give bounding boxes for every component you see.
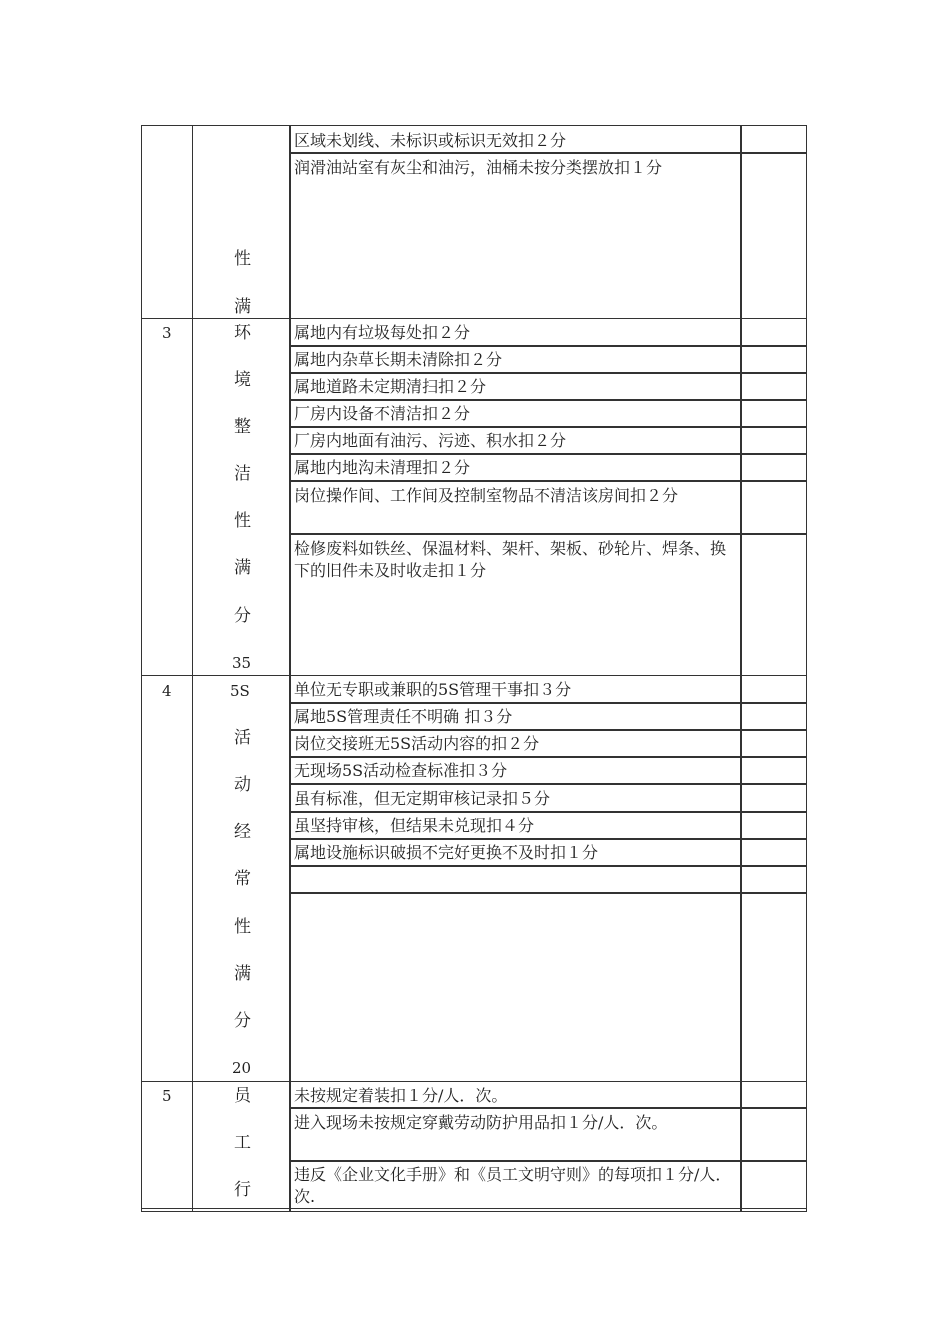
section-number: 3 — [162, 324, 172, 342]
section-separator — [141, 318, 807, 319]
category-char: 性 — [234, 917, 251, 937]
item-text: 检修废料如铁丝、保温材料、架杆、架板、砂轮片、焊条、换下的旧件未及时收走扣１分 — [294, 539, 727, 580]
row-separator — [289, 426, 807, 428]
item-text: 岗位操作间、工作间及控制室物品不清洁该房间扣２分 — [294, 486, 679, 505]
category-char: 整 — [234, 417, 251, 437]
category-char: 行 — [234, 1180, 251, 1200]
item-text: 厂房内设备不清洁扣２分 — [294, 404, 471, 423]
col-divider-number — [192, 125, 193, 1212]
item-text: 区域未划线、未标识或标识无效扣２分 — [294, 131, 567, 150]
row-separator — [289, 756, 807, 758]
category-char: 常 — [234, 869, 251, 889]
table-bottom-double — [141, 1208, 807, 1209]
item-text: 属地道路未定期清扫扣２分 — [294, 377, 487, 396]
row-separator — [289, 345, 807, 347]
section-number: 5 — [162, 1087, 172, 1105]
row-separator — [289, 783, 807, 785]
row-separator — [289, 533, 807, 535]
category-char: 性 — [234, 249, 251, 269]
row-separator — [289, 1160, 807, 1162]
row-separator — [289, 892, 807, 894]
item-text: 属地5S管理责任不明确 扣３分 — [294, 707, 513, 726]
col-divider-category — [289, 125, 291, 1212]
row-separator — [289, 865, 807, 867]
item-text: 虽坚持审核，但结果未兑现扣４分 — [294, 816, 535, 835]
category-char: 活 — [234, 728, 251, 748]
section-separator — [141, 675, 807, 676]
category-char: 工 — [234, 1133, 251, 1153]
section-separator — [141, 1081, 807, 1082]
item-text: 无现场5S活动检查标准扣３分 — [294, 761, 508, 780]
item-text: 属地内地沟未清理扣２分 — [294, 458, 471, 477]
row-separator — [289, 453, 807, 455]
item-text: 属地内杂草长期未清除扣２分 — [294, 350, 503, 369]
row-separator — [289, 729, 807, 731]
category-char: 动 — [234, 775, 251, 795]
item-text: 单位无专职或兼职的5S管理干事扣３分 — [294, 680, 572, 699]
category-char: 分 — [234, 1011, 251, 1031]
row-separator — [289, 811, 807, 813]
row-separator — [289, 1107, 807, 1109]
category-char: 5S — [230, 682, 250, 700]
item-text: 厂房内地面有油污、污迹、积水扣２分 — [294, 431, 567, 450]
item-text: 未按规定着装扣１分/人．次。 — [294, 1086, 508, 1105]
item-text: 岗位交接班无5S活动内容的扣２分 — [294, 734, 540, 753]
item-text: 虽有标准，但无定期审核记录扣５分 — [294, 789, 551, 808]
row-separator — [289, 480, 807, 482]
category-char: 环 — [234, 323, 251, 343]
row-separator — [289, 372, 807, 374]
item-text: 进入现场未按规定穿戴劳动防护用品扣１分/人．次。 — [294, 1113, 668, 1132]
item-text: 润滑油站室有灰尘和油污，油桶未按分类摆放扣１分 — [294, 158, 663, 177]
category-char: 经 — [234, 822, 251, 842]
item-text: 违反《企业文化手册》和《员工文明守则》的每项扣１分/人．次. — [294, 1165, 732, 1206]
category-char: 员 — [234, 1086, 251, 1106]
row-separator — [289, 702, 807, 704]
category-char: 满 — [234, 297, 251, 317]
section-number: 4 — [162, 682, 172, 700]
category-char: 分 — [234, 606, 251, 626]
row-separator — [289, 152, 807, 154]
category-char: 洁 — [234, 464, 251, 484]
row-separator — [289, 838, 807, 840]
category-score: 20 — [232, 1059, 252, 1077]
item-text: 属地设施标识破损不完好更换不及时扣１分 — [294, 843, 599, 862]
category-char: 性 — [234, 511, 251, 531]
row-separator — [289, 399, 807, 401]
category-char: 满 — [234, 558, 251, 578]
col-divider-score — [740, 125, 742, 1212]
category-char: 境 — [234, 370, 251, 390]
category-score: 35 — [232, 654, 252, 672]
category-char: 满 — [234, 964, 251, 984]
item-text: 属地内有垃圾每处扣２分 — [294, 323, 471, 342]
